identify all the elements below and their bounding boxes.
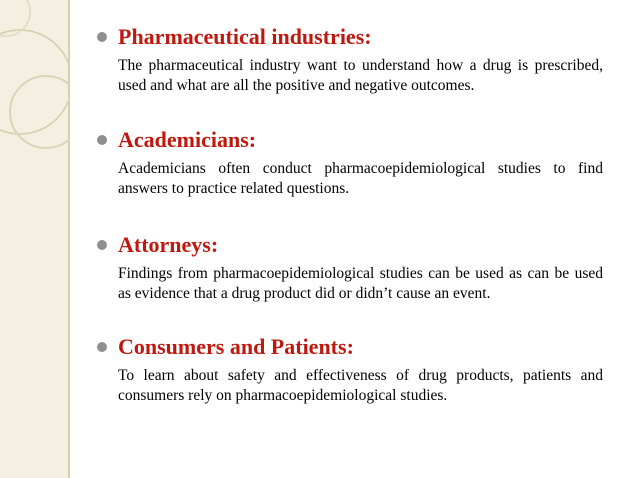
band-divider xyxy=(68,0,70,478)
section-heading-row xyxy=(97,332,603,362)
section-heading-row xyxy=(97,230,603,260)
bullet-icon xyxy=(97,32,107,42)
section-pharmaceutical-industries xyxy=(97,22,603,95)
section-body: To learn about safety and effectiveness of drug products, patients and consumers rely on pharmacoepidemiological studies. xyxy=(118,367,603,404)
section-heading: Attorneys: xyxy=(118,232,219,257)
bullet-icon xyxy=(97,342,107,352)
decorative-circle-medium xyxy=(10,76,70,148)
section-heading: Academicians: xyxy=(118,127,257,152)
section-heading-row xyxy=(97,22,603,52)
slide-content xyxy=(97,22,603,405)
section-academicians xyxy=(97,125,603,198)
section-attorneys xyxy=(97,230,603,303)
section-heading: Pharmaceutical industries: xyxy=(118,24,372,49)
section-body: The pharmaceutical industry want to understand how a drug is prescribed, used and what are all the positive and negative outcomes. xyxy=(118,57,603,94)
bullet-icon xyxy=(97,135,107,145)
decorative-left-band xyxy=(0,0,70,478)
section-consumers-and-patients xyxy=(97,332,603,405)
section-body: Academicians often conduct pharmacoepidemiological studies to find answers to practice related questions. xyxy=(118,160,603,197)
bullet-icon xyxy=(97,240,107,250)
section-body: Findings from pharmacoepidemiological studies can be used as can be used as evidence that a drug product did or didn’t cause an event. xyxy=(118,265,603,302)
section-heading: Consumers and Patients: xyxy=(118,334,354,359)
section-heading-row xyxy=(97,125,603,155)
decorative-circles xyxy=(0,0,70,478)
